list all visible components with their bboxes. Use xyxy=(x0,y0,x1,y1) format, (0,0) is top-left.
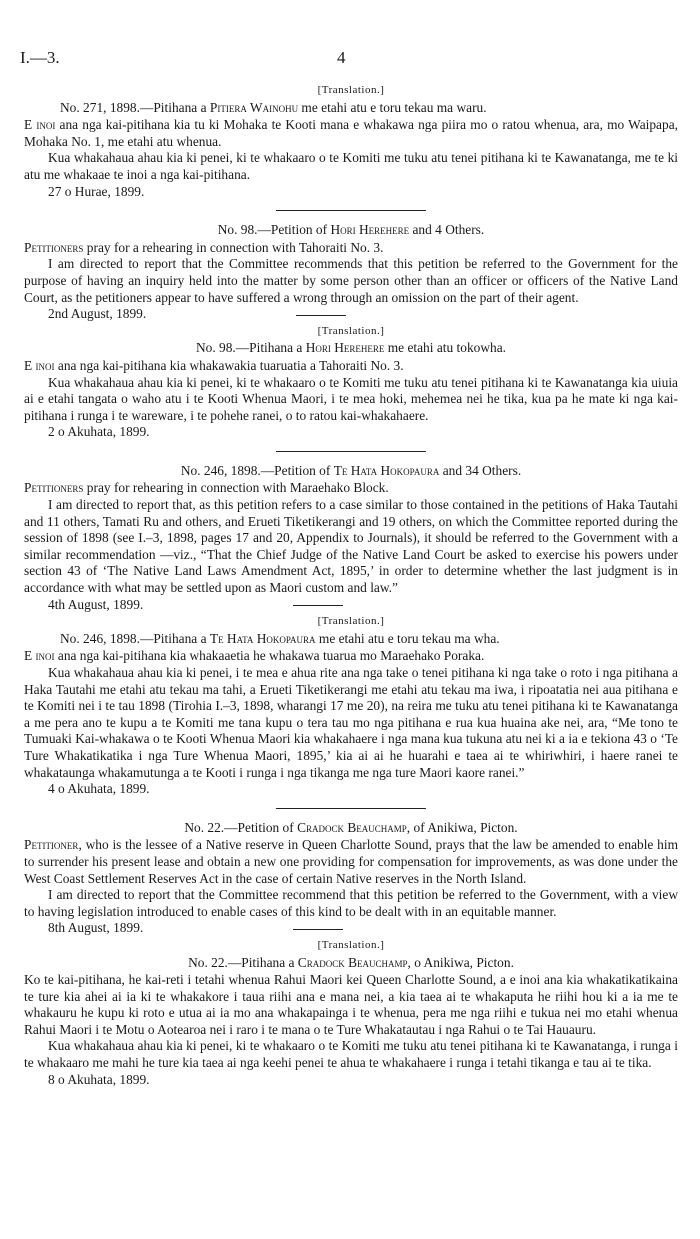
translation-title: No. 246, 1898.—Pitihana a Te Hata Hokopaura me etahi atu e toru tekau ma wha. xyxy=(60,630,500,646)
petition-title: No. 22.—Petition of Cradock Beauchamp, of Anikiwa, Picton. xyxy=(184,819,518,835)
page-content xyxy=(24,82,678,1088)
petitioner-name: Hori Herehere xyxy=(330,222,410,238)
page-number: 4 xyxy=(337,48,346,67)
petition-title: No. 271, 1898.—Pitihana a Pitiera Wainohu me etahi atu e toru tekau ma waru. xyxy=(60,99,487,115)
report-date: 27 o Hurae, 1899. xyxy=(48,183,145,199)
translation-label: [Translation.] xyxy=(317,324,385,337)
translation-report: Kua whakahaua ahau kia ki penei, ki te whakaaro o te Komiti me tuku atu tenei pitihana ki te Kawanatanga, i runga i te whakaaro me mahi he ture kia taea ai nga keehi penei te ahua te whakahaere i runga i tetahi tikanga e tau ai te tika. xyxy=(24,1038,678,1071)
report-date: 8th August, 1899. xyxy=(24,920,678,937)
petition-prayer: E inoi ana nga kai-pitihana kia tu ki Mohaka te Kooti mana e whakawa nga piira mo o ratou whenua, ara, mo Waipapa, Mohaka No. 1, me etahi atu whenua. xyxy=(24,117,678,149)
translation-title: No. 22.—Pitihana a Cradock Beauchamp, o Anikiwa, Picton. xyxy=(188,954,514,970)
translation-report: Kua whakahaua ahau kia ki penei, i te mea e ahua rite ana nga take o tenei pitihana ki nga take o roto i nga pitihana a Haka Tautahi me etahi atu tekau ma tahi, a Erueti Tiketikerangi me etahi atu tekau ma iwa, i ripoatatia nei aua pitihana e te Komiti nei i te tau 1898 (Tirohia I.–3, 1898, wharangi 17 me 20), na reira me tuku atu tenei pitihana ki te Kawanatanga a me pera ano te kupu a te Komiti me tana kupu o tera tau mo nga pitihana e rua kua huaina ake nei, ara, “Me tono te Tumuaki Kai-whakawa o te Kooti Whenua Maori kia whakahaere i nga mana kua tukuna atu nei ki a ia e tekiona 43 o ‘Te Ture Whakatikatika i nga Ture Whenua Maori, 1895,’ kia ai ai he huarahi e taea ai te whiriwhiri, i haere ranei te whakataunga whakamutunga a te Kooti i runga i nga tikanga me nga ture Maori kaore ranei.” xyxy=(24,665,678,780)
short-divider xyxy=(293,929,343,930)
translation-prayer: Ko te kai-pitihana, he kai-reti i tetahi whenua Rahui Maori kei Queen Charlotte Sound, a e inoi ana kia whakatikatikaina te ture kia ahei ai ia ki te whakakore i taua riihi ana e mana nei, a kia taea ai te whakaputa he riihi hou ki a ia me te whakauru he kupu ki roto e utua ai ia mo ana whakapainga i te whenua, pera me nga riihi e tukua nei mo etahi whenua Rahui Maori i te Motu o Aotearoa nei i raro i te mana o te Ture Whakatautau i nga Rahui o te Tai Hauauru. xyxy=(24,972,678,1037)
committee-report: I am directed to report that the Committee recommend that this petition be referred to the Government, with a view to having legislation introduced to enable cases of this kind to be dealt with in an equitable manner. xyxy=(24,887,678,919)
translation-label: [Translation.] xyxy=(317,615,385,628)
petitioner-name: Te Hata Hokopaura xyxy=(333,462,440,478)
translation-report: Kua whakahaua ahau kia ki penei, ki te whakaaro o te Komiti me tuku atu tenei pitihana ki te Kawanatanga kia uiuia ai e etahi tangata o waho atu i te Kooti Whenua Maori, i te mea hoki, mehemea nei he tika, kua pa he mate ki nga kai-pitihana i runga i te wareware, i te pohehe ranei, o to ratou kai-whakahaere. xyxy=(24,374,678,423)
committee-report: I am directed to report that the Committee recommends that this petition be referred to the Government for the purpose of having an inquiry held into the matter by some person other than an officer or officers of the Native Land Court, as the petitioners appear to have suffered a wrong through an omission on the part of their agent. xyxy=(24,256,678,305)
translation-date: 8 o Akuhata, 1899. xyxy=(48,1071,150,1087)
short-divider xyxy=(296,315,346,316)
translation-prayer: E inoi ana nga kai-pitihana kia whakaaetia he whakawa tuarua mo Maraehako Poraka. xyxy=(24,648,485,664)
committee-report: I am directed to report that, as this petition refers to a case similar to those contained in the petitions of Haka Tautahi and 11 others, Tamati Ru and others, and Erueti Tiketikerangi and 19 others, on which the Committee reported during the session of 1898 (see I.–3, 1898, pages 17 and 20, Appendix to Journals), it should be referred to the Government with a similar recommendation —viz., “That the Chief Judge of the Native Land Court be asked to exercise his powers under section 43 of ‘The Native Land Laws Amendment Act, 1895,’ in order to determine whether the last judgment is in accordance with what may be settled upon as Maori custom and law.” xyxy=(24,497,678,596)
petition-title: No. 98.—Petition of Hori Herehere and 4 Others. xyxy=(217,222,485,238)
translation-prayer: E inoi ana nga kai-pitihana kia whakawakia tuaruatia a Tahoraiti No. 3. xyxy=(24,357,404,373)
translation-title: No. 98.—Pitihana a Hori Herehere me etahi atu tokowha. xyxy=(195,340,506,356)
translation-date: 4 o Akuhata, 1899. xyxy=(48,781,150,797)
section-divider xyxy=(276,210,426,211)
document-reference: I.—3. xyxy=(20,48,60,67)
petition-prayer: Petitioners pray for a rehearing in connection with Tahoraiti No. 3. xyxy=(24,239,384,255)
translation-date: 2 o Akuhata, 1899. xyxy=(48,424,150,440)
report-date: 2nd August, 1899. xyxy=(24,306,678,323)
section-divider xyxy=(276,808,426,809)
petition-prayer: Petitioner, who is the lessee of a Native reserve in Queen Charlotte Sound, prays that the law be amended to enable him to surrender his present lease and obtain a new one providing for compensation for improvements, as was done under the West Coast Settlement Reserves Act in the case of certain Native reserves in the North Island. xyxy=(24,837,678,886)
petitioner-name: Cradock Beauchamp xyxy=(297,819,407,835)
petitioner-name: Pitiera Wainohu xyxy=(209,99,299,115)
short-divider xyxy=(293,605,343,606)
committee-report: Kua whakahaua ahau kia ki penei, ki te whakaaro o te Komiti me tuku atu tenei pitihana ki te Kawanatanga, me te ki atu me whakaae te inoi a nga kai-pitihana. xyxy=(24,150,678,182)
translation-label: [Translation.] xyxy=(317,84,385,96)
report-date: 4th August, 1899. xyxy=(24,597,678,614)
section-divider xyxy=(276,451,426,452)
petition-prayer: Petitioners pray for rehearing in connection with Maraehako Block. xyxy=(24,480,389,496)
translation-label: [Translation.] xyxy=(317,938,385,951)
petition-title: No. 246, 1898.—Petition of Te Hata Hokopaura and 34 Others. xyxy=(180,462,522,478)
